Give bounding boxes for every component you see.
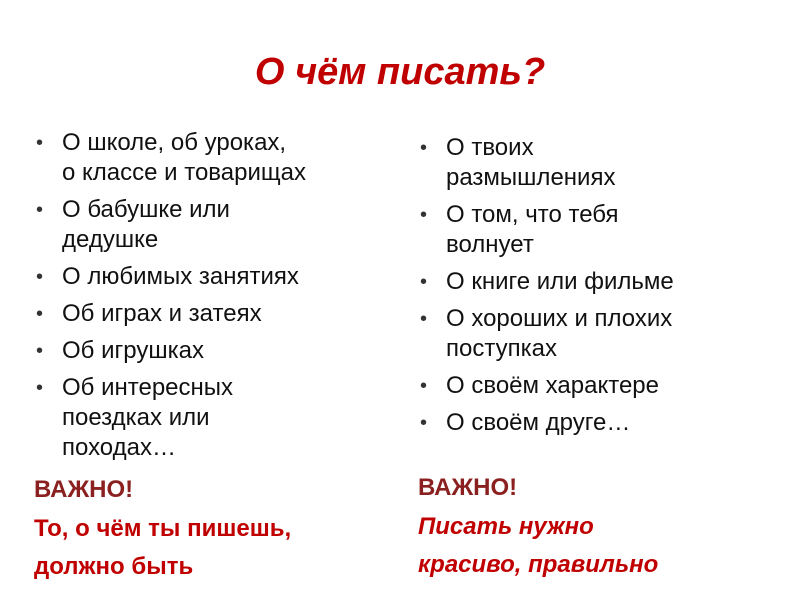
bullet-icon: •: [36, 132, 44, 154]
important-text-line: Писать нужно: [418, 513, 594, 540]
important-text: [418, 508, 788, 584]
important-text-line: То, о чём ты пишешь,: [34, 515, 292, 542]
list-item-line: Об игрушках: [62, 337, 204, 364]
list-item: [418, 304, 788, 364]
left-topic-list: [34, 128, 394, 463]
list-item: [418, 200, 788, 260]
important-text-line: красиво, правильно: [418, 551, 659, 578]
list-item-line: О любимых занятиях: [62, 263, 299, 290]
bullet-icon: •: [36, 340, 44, 362]
list-item: [34, 128, 394, 188]
list-item-line: о классе и товарищах: [62, 159, 306, 186]
bullet-icon: •: [36, 266, 44, 288]
list-item: [34, 195, 394, 255]
bullet-icon: •: [36, 377, 44, 399]
list-item-line: Об интересных: [62, 374, 234, 401]
list-item-line: О школе, об уроках,: [62, 129, 287, 156]
list-item: [34, 373, 394, 463]
list-item: [34, 262, 394, 292]
bullet-icon: •: [36, 303, 44, 325]
right-topic-list: [418, 133, 788, 438]
list-item: [418, 267, 788, 297]
important-label: ВАЖНО!: [34, 476, 134, 503]
list-item-line: Об играх и затеях: [62, 300, 262, 327]
left-column: [34, 128, 394, 586]
list-item-line: поездках или: [62, 404, 210, 431]
bullet-icon: •: [420, 137, 428, 159]
bullet-icon: •: [420, 308, 428, 330]
list-item-line: волнует: [446, 231, 534, 258]
bullet-icon: •: [36, 199, 44, 221]
list-item: [34, 336, 394, 366]
list-item-line: О хороших и плохих: [446, 305, 673, 332]
important-label: ВАЖНО!: [418, 474, 518, 501]
list-item-line: поступках: [446, 335, 557, 362]
bullet-icon: •: [420, 412, 428, 434]
list-item-line: О своём друге…: [446, 409, 631, 436]
right-column: [418, 133, 788, 584]
list-item-line: О том, что тебя: [446, 201, 619, 228]
bullet-icon: •: [420, 204, 428, 226]
important-text-line: должно быть: [34, 553, 194, 580]
list-item-line: О бабушке или: [62, 196, 230, 223]
list-item-line: размышлениях: [446, 164, 616, 191]
list-item-line: О книге или фильме: [446, 268, 674, 295]
list-item: [418, 371, 788, 401]
list-item-line: О своём характере: [446, 372, 659, 399]
bullet-icon: •: [420, 271, 428, 293]
list-item-line: О твоих: [446, 134, 534, 161]
list-item: [418, 408, 788, 438]
list-item-line: походах…: [62, 434, 176, 461]
list-item: [34, 299, 394, 329]
slide-title: О чём писать?: [254, 51, 546, 93]
bullet-icon: •: [420, 375, 428, 397]
list-item: [418, 133, 788, 193]
important-text: [34, 510, 394, 586]
list-item-line: дедушке: [62, 226, 159, 253]
